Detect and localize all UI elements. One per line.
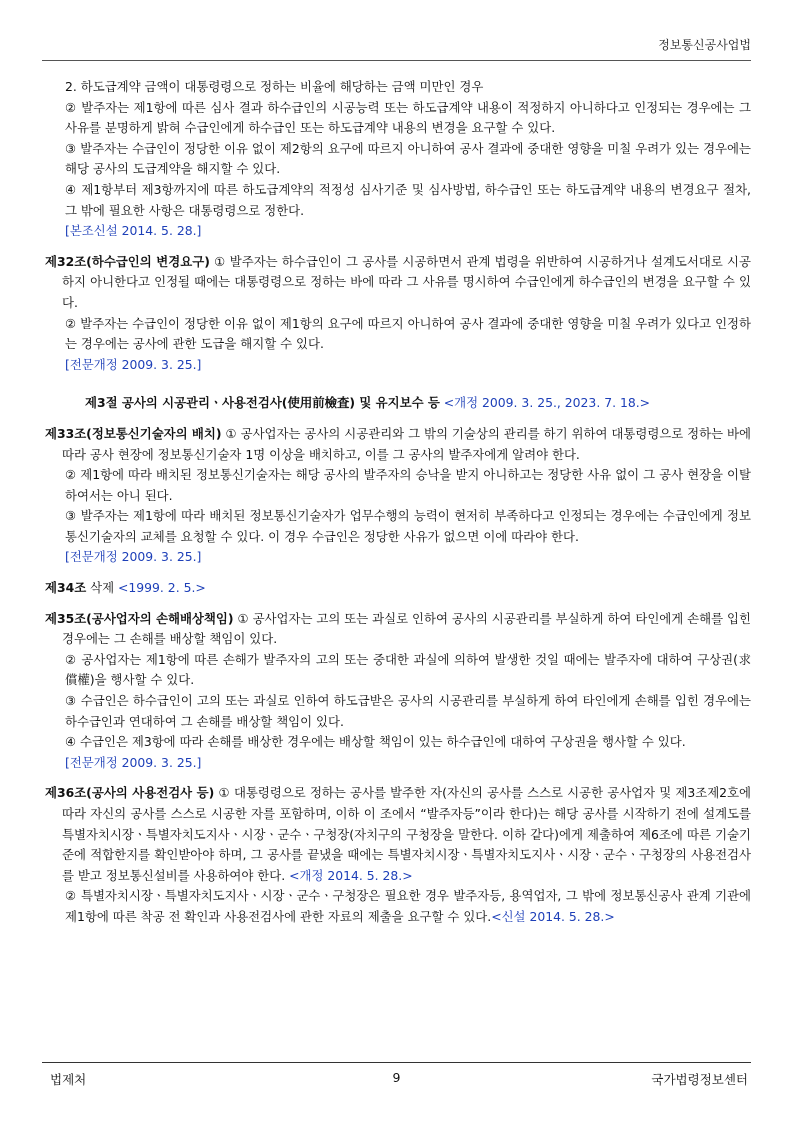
- paragraph-3: ③ 발주자는 제1항에 따라 배치된 정보통신기술자가 업무수행의 능력이 현저히 부족하다고 인정되는 경우에는 수급인에게 정보통신기술자의 교체를 요청할 수 있다. 이 경우 수급인은 정당한 사유가 없으면 이에 따라야 한다.: [65, 508, 751, 544]
- article-36: [45, 783, 751, 927]
- section-amendment-note: <개정 2009. 3. 25., 2023. 7. 18.>: [439, 395, 651, 411]
- article-34: [45, 578, 751, 599]
- section-heading: [45, 393, 751, 414]
- article-title: 제34조: [45, 580, 87, 596]
- amendment-note: <1999. 2. 5.>: [118, 580, 206, 596]
- amendment-note: [전문개정 2009. 3. 25.]: [65, 549, 202, 565]
- article-33: [45, 424, 751, 568]
- article-31-continuation: [45, 77, 751, 242]
- paragraph-2: ② 공사업자는 제1항에 따른 손해가 발주자의 고의 또는 중대한 과실에 의하여 발생한 것일 때에는 발주자에 대하여 구상권(求償權)을 행사할 수 있다.: [65, 651, 751, 688]
- paragraph-4: ④ 제1항부터 제3항까지에 따른 하도급계약의 적정성 심사기준 및 심사방법, 하수급인 또는 하도급계약 내용의 변경요구 절차, 그 밖에 필요한 사항은 대통령령으로 정한다.: [65, 181, 751, 218]
- page-number: 9: [392, 1070, 401, 1085]
- paragraph-1: ① 대통령령으로 정하는 공사를 발주한 자(자신의 공사를 스스로 시공한 공사업자 및 제3조제2호에 따라 자신의 공사를 스스로 시공한 자를 포함하며, 이하 이 조에서 “발주자등”이라 한다)는 해당 공사를 시작하기 전에 설계도를 특별자치시장ㆍ특별자치도지사ㆍ시장ㆍ군수ㆍ구청장(자치구의 구청장을 말한다. 이하 같다)에게 제출하여 제6조에 따른 기술기준에 적합한지를 확인받아야 하며, 그 공사를 끝냈을 때에는 특별자치시장ㆍ특별자치도지사ㆍ시장ㆍ군수ㆍ구청장의 사용전검사를 받고 정보통신설비를 사용하여야 한다.: [62, 785, 752, 883]
- paragraph-1: ① 공사업자는 고의 또는 과실로 인하여 공사의 시공관리를 부실하게 하여 타인에게 손해를 입힌 경우에는 그 손해를 배상할 책임이 있다.: [62, 610, 751, 647]
- paragraph-1: ① 공사업자는 공사의 시공관리와 그 밖의 기술상의 관리를 하기 위하여 대통령령으로 정하는 바에 따라 공사 현장에 정보통신기술자 1명 이상을 배치하고, 이를 그 공사의 발주자에게 알려야 한다.: [62, 425, 751, 462]
- paragraph-2: ② 발주자는 수급인이 정당한 이유 없이 제1항의 요구에 따르지 아니하여 공사 결과에 중대한 영향을 미칠 우려가 있다고 인정하는 경우에는 공사에 관한 도급을 해지할 수 있다.: [65, 315, 751, 352]
- header-title: 정보통신공사업법: [658, 38, 751, 52]
- article-text: 삭제: [86, 580, 119, 596]
- article-35: [45, 609, 751, 774]
- amendment-note: <신설 2014. 5. 28.>: [491, 908, 615, 924]
- amendment-note: [본조신설 2014. 5. 28.]: [65, 223, 202, 239]
- document-body: [45, 77, 751, 928]
- article-title: 제32조(하수급인의 변경요구): [45, 253, 210, 269]
- paragraph-3: ③ 수급인은 하수급인이 고의 또는 과실로 인하여 하도급받은 공사의 시공관리를 부실하게 하여 타인에게 손해를 입힌 경우에는 하수급인과 연대하여 그 손해를 배상할 책임이 있다.: [65, 693, 751, 729]
- paragraph-4: ④ 수급인은 제3항에 따라 손해를 배상한 경우에는 배상할 책임이 있는 하수급인에 대하여 구상권을 행사할 수 있다.: [65, 734, 686, 750]
- footer-publisher: 국가법령정보센터: [651, 1072, 748, 1087]
- paragraph-1: ① 발주자는 하수급인이 그 공사를 시공하면서 관계 법령을 위반하여 시공하거나 설계도서대로 시공하지 아니한다고 인정될 때에는 대통령령으로 정하는 바에 따라 그 사유를 명시하여 수급인에게 하수급인의 변경을 요구할 수 있다.: [62, 253, 751, 310]
- header-divider: [42, 60, 751, 61]
- item-2: 2. 하도급계약 금액이 대통령령으로 정하는 비율에 해당하는 금액 미만인 경우: [65, 79, 484, 94]
- article-title: 제35조(공사업자의 손해배상책임): [45, 610, 234, 626]
- footer-divider: [42, 1062, 751, 1063]
- paragraph-2: ② 제1항에 따라 배치된 정보통신기술자는 해당 공사의 발주자의 승낙을 받지 아니하고는 정당한 사유 없이 그 공사 현장을 이탈하여서는 아니 된다.: [65, 467, 751, 503]
- paragraph-2: ② 발주자는 제1항에 따른 심사 결과 하수급인의 시공능력 또는 하도급계약 내용이 적정하지 아니하다고 인정되는 경우에는 그 사유를 분명하게 밝혀 수급인에게 하수급인 또는 하도급계약 내용의 변경을 요구할 수 있다.: [65, 99, 751, 136]
- article-title: 제36조(공사의 사용전검사 등): [45, 785, 215, 801]
- amendment-note: <개정 2014. 5. 28.>: [285, 867, 413, 883]
- footer-source: 법제처: [50, 1072, 87, 1087]
- section-title: 제3절 공사의 시공관리ㆍ사용전검사(使用前檢査) 및 유지보수 등: [85, 395, 440, 411]
- amendment-note: [전문개정 2009. 3. 25.]: [65, 754, 202, 770]
- amendment-note: [전문개정 2009. 3. 25.]: [65, 356, 202, 372]
- paragraph-2: ② 특별자치시장ㆍ특별자치도지사ㆍ시장ㆍ군수ㆍ구청장은 필요한 경우 발주자등, 용역업자, 그 밖에 정보통신공사 관계 기관에 제1항에 따른 착공 전 확인과 사용전검사에 관한 자료의 제출을 요구할 수 있다.: [65, 888, 751, 924]
- paragraph-3: ③ 발주자는 수급인이 정당한 이유 없이 제2항의 요구에 따르지 아니하여 공사 결과에 중대한 영향을 미칠 우려가 있는 경우에는 해당 공사의 도급계약을 해지할 수 있다.: [65, 140, 751, 177]
- article-title: 제33조(정보통신기술자의 배치): [45, 425, 222, 441]
- article-32: [45, 252, 751, 376]
